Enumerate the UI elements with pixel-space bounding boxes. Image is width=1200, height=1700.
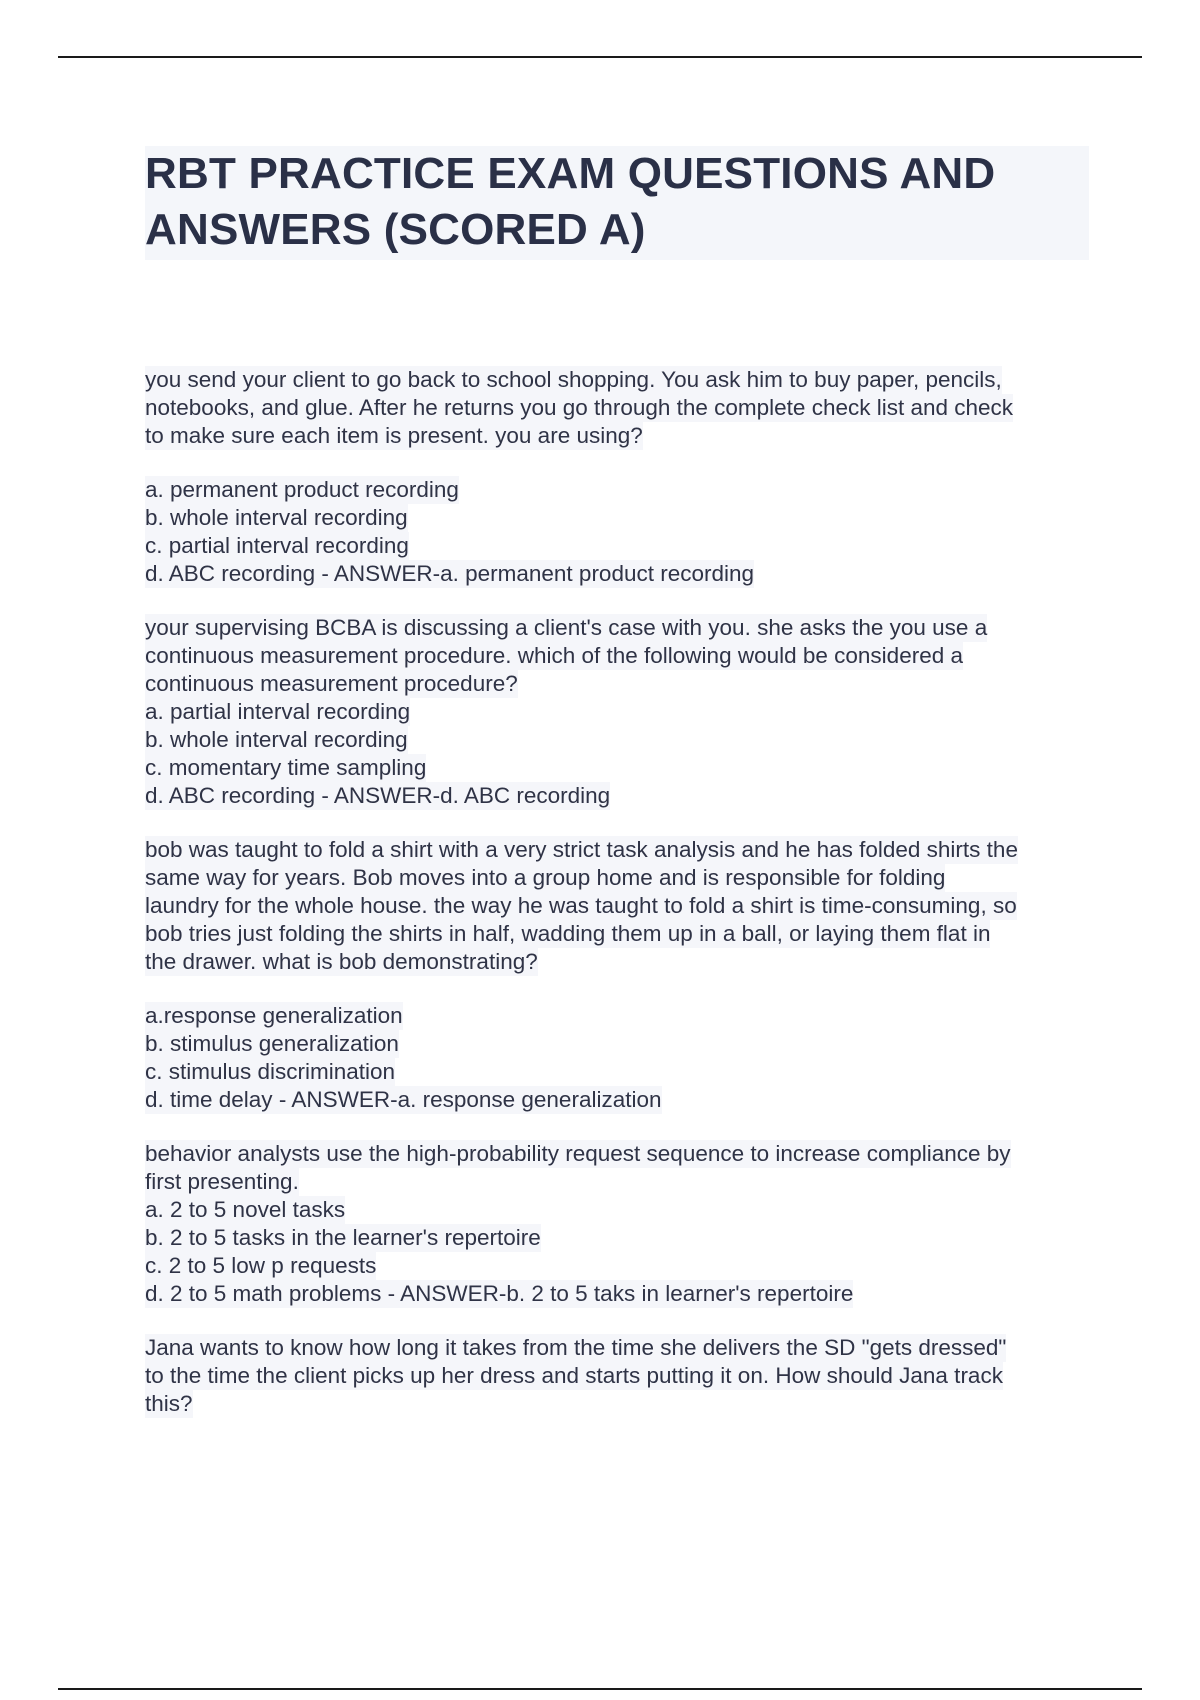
question-4-option-a: a. 2 to 5 novel tasks — [145, 1197, 346, 1222]
question-1-option-b: b. whole interval recording — [145, 505, 408, 530]
question-3-stem-line-3: laundry for the whole house. the way he was taught to fold a shirt is time-consuming, so — [145, 893, 1017, 918]
top-rule — [58, 56, 1142, 58]
question-3-option-b: b. stimulus generalization — [145, 1031, 399, 1056]
title-block — [145, 146, 1089, 260]
question-1-option-a: a. permanent product recording — [145, 477, 459, 502]
question-4-stem-line-2: first presenting. — [145, 1169, 299, 1194]
question-1 — [145, 366, 1089, 588]
question-2 — [145, 614, 1089, 810]
questions-list — [145, 366, 1089, 1418]
bottom-rule — [58, 1688, 1142, 1690]
question-3-option-c: c. stimulus discrimination — [145, 1059, 396, 1084]
question-3-option-d-answer: d. time delay - ANSWER-a. response generalization — [145, 1087, 662, 1112]
question-2-stem-line-3: continuous measurement procedure? — [145, 671, 518, 696]
question-4-option-b: b. 2 to 5 tasks in the learner's repertoire — [145, 1225, 541, 1250]
question-5 — [145, 1334, 1089, 1418]
question-1-option-d-answer: d. ABC recording - ANSWER-a. permanent product recording — [145, 561, 755, 586]
question-5-stem-line-1: Jana wants to know how long it takes from the time she delivers the SD "gets dressed" — [145, 1335, 1007, 1360]
question-4-option-d-answer: d. 2 to 5 math problems - ANSWER-b. 2 to 5 taks in learner's repertoire — [145, 1281, 854, 1306]
title-line-1: RBT PRACTICE EXAM QUESTIONS AND — [145, 149, 996, 198]
question-4-option-c: c. 2 to 5 low p requests — [145, 1253, 377, 1278]
question-1-option-c: c. partial interval recording — [145, 533, 409, 558]
question-5-stem-line-2: to the time the client picks up her dress and starts putting it on. How should Jana track — [145, 1363, 1003, 1388]
question-3-stem-line-1: bob was taught to fold a shirt with a very strict task analysis and he has folded shirts the — [145, 837, 1018, 862]
question-1-stem-line-2: notebooks, and glue. After he returns you go through the complete check list and check — [145, 395, 1014, 420]
question-3-stem-line-4: bob tries just folding the shirts in half, wadding them up in a ball, or laying them flat in — [145, 921, 991, 946]
question-1-stem-line-1: you send your client to go back to school shopping. You ask him to buy paper, pencils, — [145, 367, 1002, 392]
question-2-option-a: a. partial interval recording — [145, 699, 411, 724]
question-2-option-b: b. whole interval recording — [145, 727, 408, 752]
question-2-stem-line-2: continuous measurement procedure. which of the following would be considered a — [145, 643, 963, 668]
page-title — [145, 146, 1089, 258]
question-2-stem-line-1: your supervising BCBA is discussing a client's case with you. she asks the you use a — [145, 615, 988, 640]
question-1-stem-line-3: to make sure each item is present. you are using? — [145, 423, 643, 448]
question-3-stem-line-2: same way for years. Bob moves into a group home and is responsible for folding — [145, 865, 946, 890]
question-4 — [145, 1140, 1089, 1308]
question-5-stem-line-3: this? — [145, 1391, 193, 1416]
question-3 — [145, 836, 1089, 1114]
question-2-option-c: c. momentary time sampling — [145, 755, 427, 780]
title-line-2: ANSWERS (SCORED A) — [145, 205, 646, 254]
question-3-stem-line-5: the drawer. what is bob demonstrating? — [145, 949, 538, 974]
question-2-option-d-answer: d. ABC recording - ANSWER-d. ABC recording — [145, 783, 611, 808]
question-3-option-a: a.response generalization — [145, 1003, 403, 1028]
question-4-stem-line-1: behavior analysts use the high-probability request sequence to increase compliance by — [145, 1141, 1011, 1166]
